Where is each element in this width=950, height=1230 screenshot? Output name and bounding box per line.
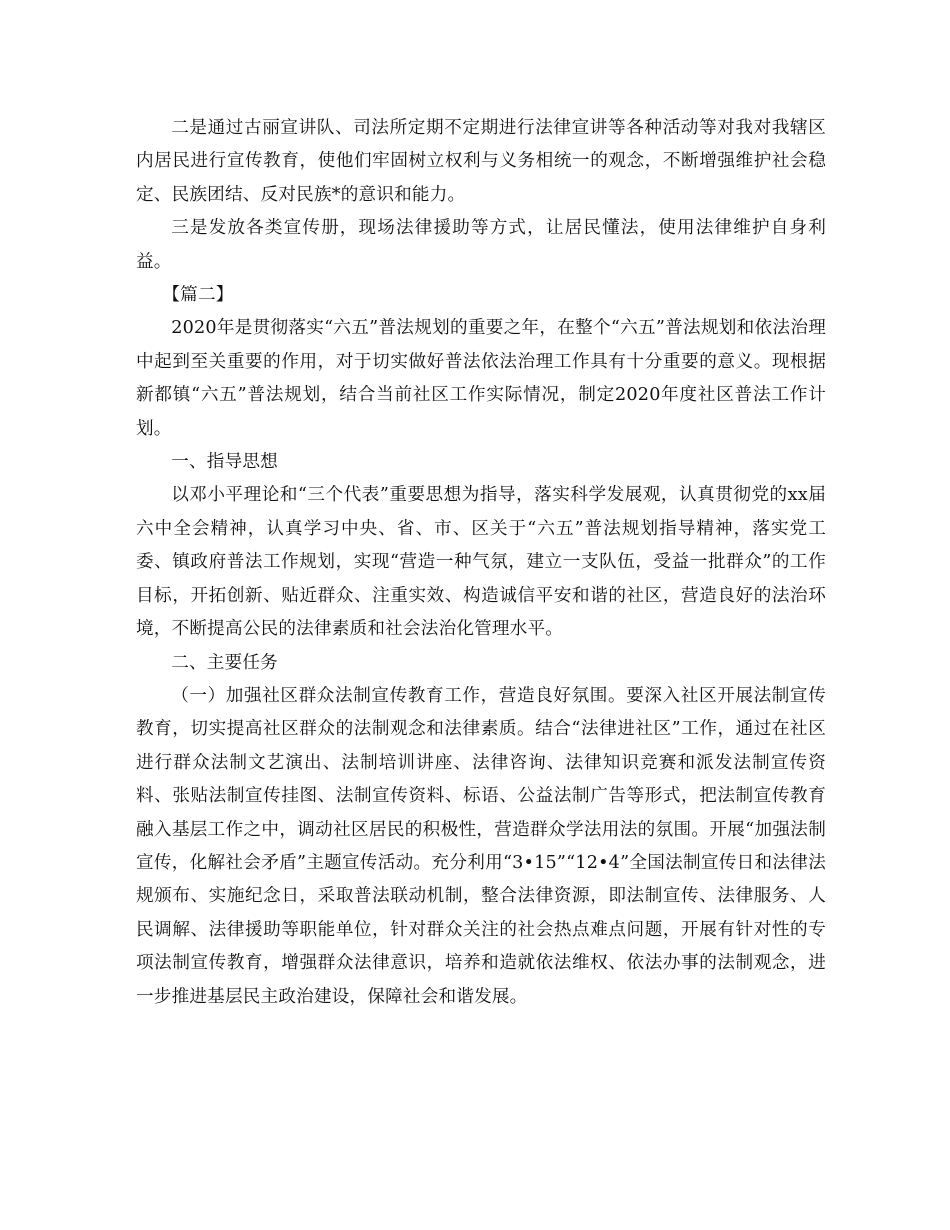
paragraph-brochures: 三是发放各类宣传册，现场法律援助等方式，让居民懂法，使用法律维护自身利益。 xyxy=(136,218,826,272)
heading-guiding-thought: 一、指导思想 xyxy=(171,452,278,473)
section-heading-part-two: 【篇二】 xyxy=(162,285,234,306)
heading-main-tasks: 二、主要任务 xyxy=(171,652,278,673)
paragraph-publicity-team: 二是通过古丽宣讲队、司法所定期不定期进行法律宣讲等各种活动等对我对我辖区内居民进行宣传教育，使他们牢固树立权利与义务相统一的观念，不断增强维护社会稳定、民族团结、反对民族*的意识和能力。 xyxy=(136,118,826,205)
paragraph-guiding-thought: 以邓小平理论和“三个代表”重要思想为指导，落实科学发展观，认真贯彻党的xx届六中全会精神，认真学习中央、省、市、区关于“六五”普法规划指导精神，落实党工委、镇政府普法工作规划，实现“营造一种气氛，建立一支队伍，受益一批群众”的工作目标，开拓创新、贴近群众、注重实效、构造诚信平安和谐的社区，营造良好的法治环境，不断提高公民的法律素质和社会法治化管理水平。 xyxy=(136,485,826,640)
document-body xyxy=(136,112,826,1014)
paragraph-intro-2020: 2020年是贯彻落实“六五”普法规划的重要之年，在整个“六五”普法规划和依法治理中起到至关重要的作用，对于切实做好普法依法治理工作具有十分重要的意义。现根据新都镇“六五”普法规划，结合当前社区工作实际情况，制定2020年度社区普法工作计划。 xyxy=(136,318,826,439)
paragraph-task-one: （一）加强社区群众法制宣传教育工作，营造良好氛围。要深入社区开展法制宣传教育，切实提高社区群众的法制观念和法律素质。结合“法律进社区”工作，通过在社区进行群众法制文艺演出、法制培训讲座、法律咨询、法律知识竞赛和派发法制宣传资料、张贴法制宣传挂图、法制宣传资料、标语、公益法制广告等形式，把法制宣传教育融入基层工作之中，调动社区居民的积极性，营造群众学法用法的氛围。开展“加强法制宣传，化解社会矛盾”主题宣传活动。充分利用“3•15”“12•4”全国法制宣传日和法律法规颁布、实施纪念日，采取普法联动机制，整合法律资源，即法制宣传、法律服务、人民调解、法律援助等职能单位，针对群众关注的社会热点难点问题，开展有针对性的专项法制宣传教育，增强群众法律意识，培养和造就依法维权、依法办事的法制观念，进一步推进基层民主政治建设，保障社会和谐发展。 xyxy=(136,685,826,1007)
